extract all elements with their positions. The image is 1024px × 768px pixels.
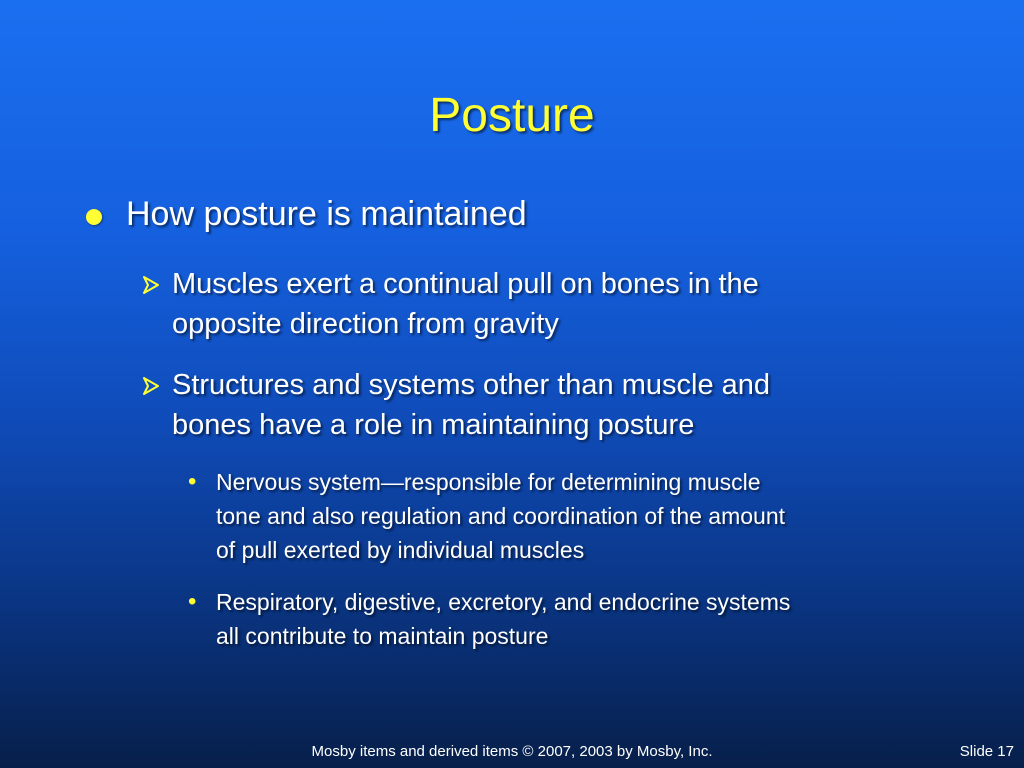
sub-bullet-structures bbox=[140, 365, 880, 445]
arrowhead-bullet-icon bbox=[140, 274, 162, 296]
bullet-level1-text: How posture is maintained bbox=[126, 195, 527, 233]
sub-bullet-line: Structures and systems other than muscle and bbox=[172, 369, 771, 401]
sub-sub-bullet-line: Nervous system—responsible for determining muscle bbox=[216, 469, 761, 495]
sub-bullet-line: bones have a role in maintaining posture bbox=[172, 409, 695, 441]
sub-sub-bullet-line: all contribute to maintain posture bbox=[216, 623, 549, 649]
sub-bullet-muscles-text bbox=[172, 264, 759, 344]
sub-sub-bullet-line: tone and also regulation and coordination of the amount bbox=[216, 503, 786, 529]
sub-bullet-structures-text bbox=[172, 365, 770, 445]
slide-footer bbox=[0, 741, 1024, 763]
sub-bullet-line: Muscles exert a continual pull on bones in the bbox=[172, 268, 759, 300]
small-dot-bullet-icon: • bbox=[188, 468, 197, 495]
slide-number: Slide 17 bbox=[959, 743, 1014, 760]
sub-sub-bullet-line: of pull exerted by individual muscles bbox=[216, 537, 585, 563]
sub-sub-bullet-nervous bbox=[188, 465, 932, 567]
sub-sub-bullet-systems bbox=[188, 585, 932, 653]
circle-bullet-icon bbox=[86, 209, 102, 225]
copyright-text: Mosby items and derived items © 2007, 2003 by Mosby, Inc. bbox=[311, 743, 713, 760]
bullet-level1 bbox=[86, 192, 527, 236]
arrowhead-bullet-icon bbox=[140, 375, 162, 397]
small-dot-bullet-icon: • bbox=[188, 588, 197, 615]
sub-bullet-muscles bbox=[140, 264, 880, 344]
slide-title: Posture bbox=[429, 89, 595, 142]
sub-sub-bullet-nervous-text bbox=[216, 465, 785, 567]
sub-sub-bullet-systems-text bbox=[216, 585, 790, 653]
sub-sub-bullet-line: Respiratory, digestive, excretory, and endocrine systems bbox=[216, 589, 791, 615]
sub-bullet-line: opposite direction from gravity bbox=[172, 308, 559, 340]
